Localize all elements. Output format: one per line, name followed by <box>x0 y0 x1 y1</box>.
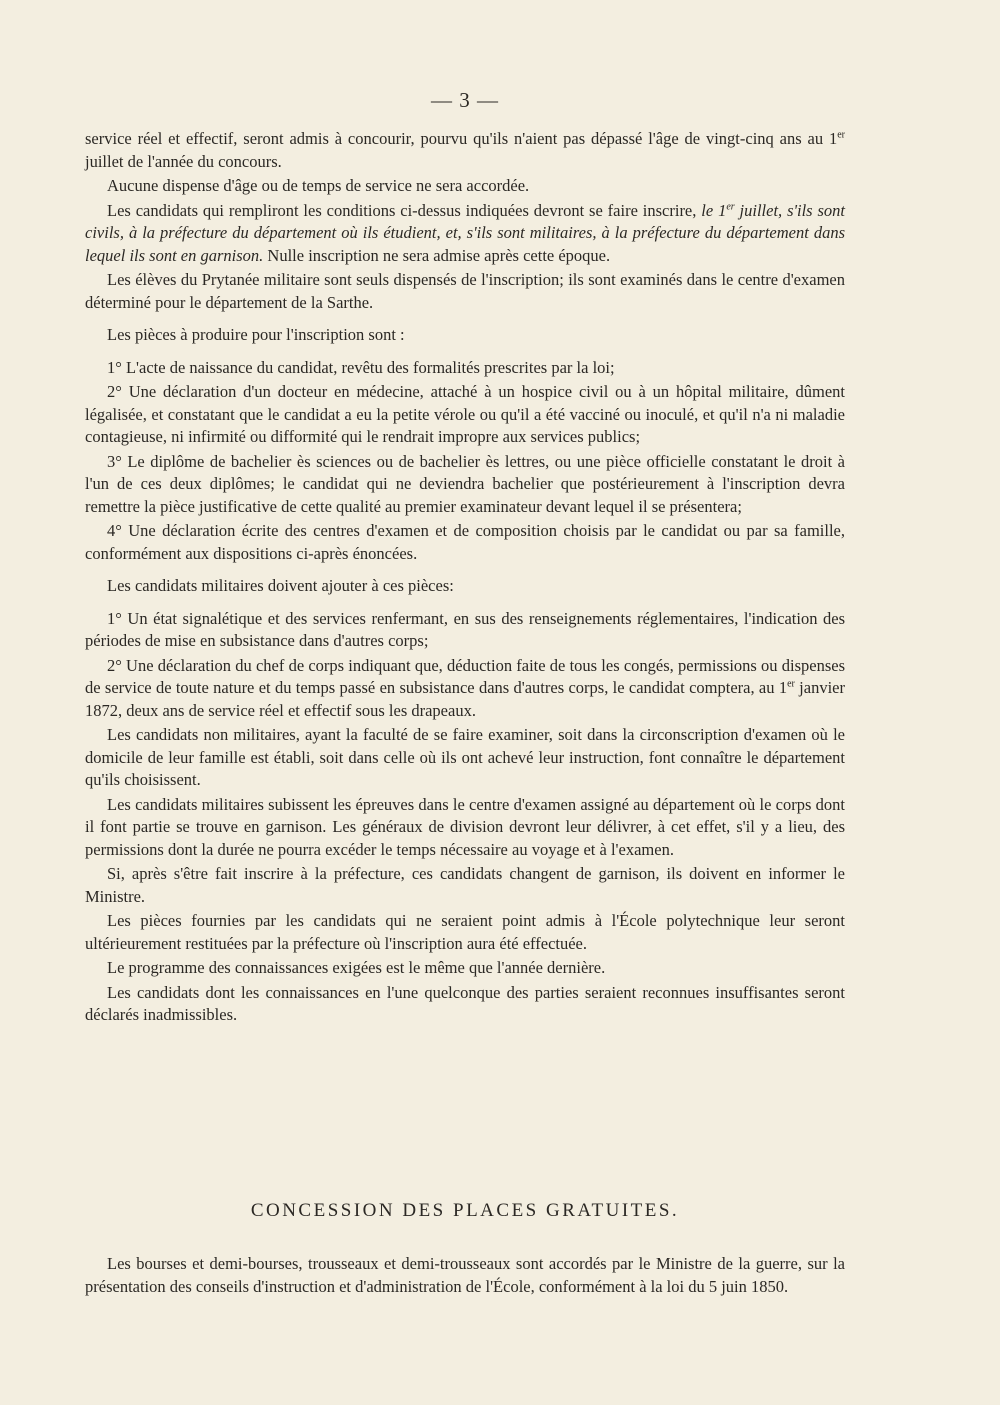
paragraph: service réel et effectif, seront admis à concourir, pourvu qu'ils n'aient pas dépassé l'âge de vingt-cinq ans au 1er juillet de l'année du concours. <box>85 129 846 171</box>
paragraph: Aucune dispense d'âge ou de temps de service ne sera accordée. <box>107 176 530 195</box>
main-text <box>85 128 845 1027</box>
paragraph: Les pièces à produire pour l'inscription sont : <box>107 325 405 344</box>
italic-text: le 1er juillet, s'ils sont civils, à la préfecture du département où ils étudient, et, s'ils sont militaires, à la préfecture du département dans lequel ils sont en garnison. <box>85 200 845 265</box>
list-item: 4° Une déclaration écrite des centres d'examen et de composition choisis par le candidat ou par sa famille, conformément aux dispositions ci-après énoncées. <box>85 521 845 563</box>
paragraph: Les candidats dont les connaissances en l'une quelconque des parties seraient reconnues insuffisantes seront déclarés inadmissibles. <box>85 982 845 1024</box>
paragraph: Les élèves du Prytanée militaire sont seuls dispensés de l'inscription; ils sont examinés dans le centre d'examen déterminé pour le département de la Sarthe. <box>85 270 845 312</box>
list-item: 3° Le diplôme de bachelier ès sciences ou de bachelier ès lettres, ou une pièce officielle constatant le droit à l'un de ces deux diplômes; le candidat qui ne deviendra bachelier que postérieurement à l'inscription devra remettre la pièce justificative de cette qualité au premier examinateur devant lequel il se présentera; <box>85 451 845 516</box>
page-number: — 3 — <box>431 88 499 112</box>
list-item: 1° L'acte de naissance du candidat, revêtu des formalités prescrites par la loi; <box>107 357 615 377</box>
paragraph: Les candidats qui rempliront les conditions ci-dessus indiquées devront se faire inscrire, le 1er juillet, s'ils sont civils, à la préfecture du département où ils étudient, et, s'ils sont militaires, à la préfecture du département dans lequel ils sont en garnison. Nulle inscription ne sera admise après cette époque. <box>85 200 845 265</box>
paragraph: Les candidats militaires doivent ajouter à ces pièces: <box>107 576 454 595</box>
paragraph: Les bourses et demi-bourses, trousseaux et demi-trousseaux sont accordés par le Ministre de la guerre, sur la présentation des conseils d'instruction et d'administration de l'École, conformément à la loi du 5 juin 1850. <box>85 1254 845 1296</box>
section-heading: CONCESSION DES PLACES GRATUITES. <box>250 1200 680 1221</box>
paragraph: Les candidats militaires subissent les épreuves dans le centre d'examen assigné au département où le corps dont il font partie se trouve en garnison. Les généraux de division devront leur délivrer, à cet effet, s'il y a lieu, des permissions dont la durée ne pourra excéder le temps nécessaire au voyage et à l'examen. <box>85 794 845 859</box>
paragraph: Les candidats non militaires, ayant la faculté de se faire examiner, soit dans la circonscription d'examen où le domicile de leur famille est établi, soit dans celle où ils ont achevé leur instruction, font connaître le département qu'ils choisissent. <box>85 725 845 789</box>
paragraph: Le programme des connaissances exigées est le même que l'année dernière. <box>107 958 606 977</box>
section-text <box>85 1253 845 1298</box>
paragraph: Si, après s'être fait inscrire à la préfecture, ces candidats changent de garnison, ils doivent en informer le Ministre. <box>85 864 845 906</box>
list-item: 1° Un état signalétique et des services renfermant, en sus des renseignements réglementaires, l'indication des périodes de mise en subsistance dans d'autres corps; <box>85 608 845 650</box>
list-item: 2° Une déclaration du chef de corps indiquant que, déduction faite de tous les congés, permissions ou dispenses de service de toute nature et du temps passé en subsistance dans d'autres corps, le candidat comptera, au 1er janvier 1872, deux ans de service réel et effectif sous les drapeaux. <box>85 655 845 720</box>
list-item: 2° Une déclaration d'un docteur en médecine, attaché à un hospice civil ou à un hôpital militaire, dûment légalisée, et constatant que le candidat a eu la petite vérole ou qu'il a été vacciné ou inoculé, et qu'il n'a ni maladie contagieuse, ni infirmité ou difformité qui le rendrait impropre aux services publics; <box>85 382 845 446</box>
paragraph: Les pièces fournies par les candidats qui ne seraient point admis à l'École polytechnique leur seront ultérieurement restituées par la préfecture où l'inscription aura été effectuée. <box>85 911 845 953</box>
